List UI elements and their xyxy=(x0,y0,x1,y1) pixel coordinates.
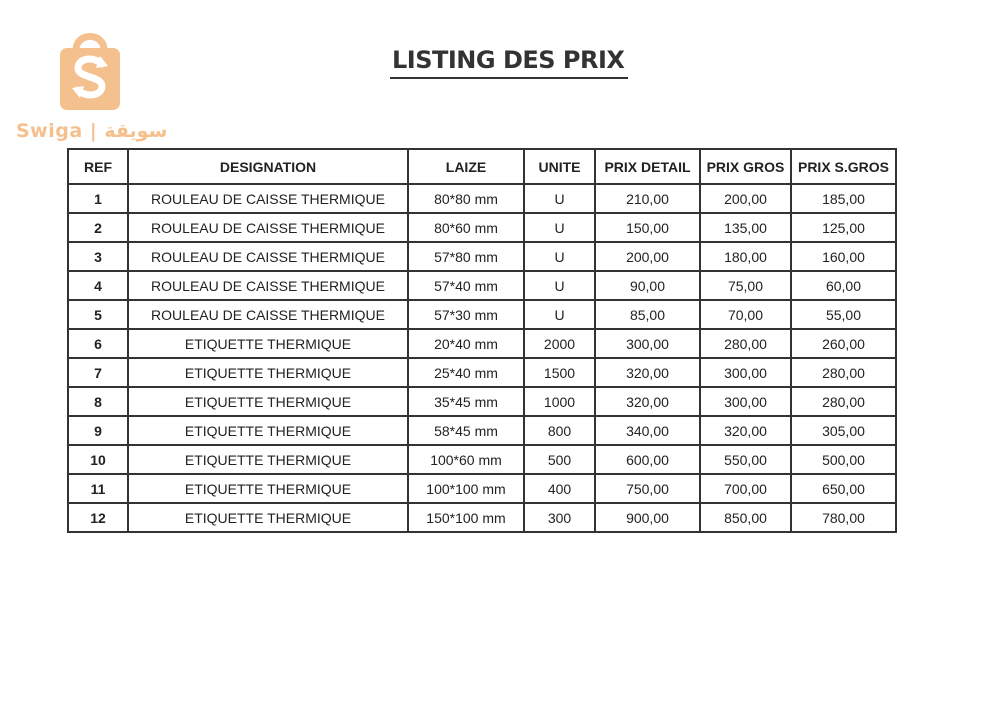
prix-s-gros-cell: 650,00 xyxy=(791,474,896,503)
prix-gros-cell: 300,00 xyxy=(700,387,791,416)
laize-cell: 35*45 mm xyxy=(408,387,524,416)
prix-gros-cell: 550,00 xyxy=(700,445,791,474)
laize-cell: 80*60 mm xyxy=(408,213,524,242)
ref-cell: 11 xyxy=(68,474,128,503)
designation-cell: ROULEAU DE CAISSE THERMIQUE xyxy=(128,300,408,329)
prix-detail-cell: 900,00 xyxy=(595,503,700,532)
ref-cell: 3 xyxy=(68,242,128,271)
prix-s-gros-cell: 280,00 xyxy=(791,387,896,416)
ref-cell: 8 xyxy=(68,387,128,416)
laize-cell: 100*60 mm xyxy=(408,445,524,474)
designation-cell: ROULEAU DE CAISSE THERMIQUE xyxy=(128,271,408,300)
prix-gros-cell: 180,00 xyxy=(700,242,791,271)
laize-cell: 80*80 mm xyxy=(408,184,524,213)
page-title: LISTING DES PRIX xyxy=(392,46,625,74)
designation-cell: ETIQUETTE THERMIQUE xyxy=(128,503,408,532)
designation-cell: ETIQUETTE THERMIQUE xyxy=(128,474,408,503)
unite-cell: U xyxy=(524,213,595,242)
prix-gros-cell: 850,00 xyxy=(700,503,791,532)
prix-s-gros-cell: 500,00 xyxy=(791,445,896,474)
title-underline xyxy=(390,77,628,79)
prix-detail-cell: 320,00 xyxy=(595,358,700,387)
ref-cell: 10 xyxy=(68,445,128,474)
prix-detail-cell: 600,00 xyxy=(595,445,700,474)
table-header-row xyxy=(68,149,896,184)
column-header-prix-s-gros: PRIX S.GROS xyxy=(791,149,896,184)
prix-s-gros-cell: 60,00 xyxy=(791,271,896,300)
designation-cell: ETIQUETTE THERMIQUE xyxy=(128,358,408,387)
column-header-ref: REF xyxy=(68,149,128,184)
prix-detail-cell: 750,00 xyxy=(595,474,700,503)
prix-gros-cell: 135,00 xyxy=(700,213,791,242)
laize-cell: 57*80 mm xyxy=(408,242,524,271)
designation-cell: ROULEAU DE CAISSE THERMIQUE xyxy=(128,213,408,242)
prix-gros-cell: 300,00 xyxy=(700,358,791,387)
prix-s-gros-cell: 185,00 xyxy=(791,184,896,213)
prix-detail-cell: 210,00 xyxy=(595,184,700,213)
ref-cell: 4 xyxy=(68,271,128,300)
table-row xyxy=(68,416,896,445)
prix-s-gros-cell: 55,00 xyxy=(791,300,896,329)
prix-gros-cell: 280,00 xyxy=(700,329,791,358)
prix-s-gros-cell: 780,00 xyxy=(791,503,896,532)
designation-cell: ROULEAU DE CAISSE THERMIQUE xyxy=(128,184,408,213)
designation-cell: ROULEAU DE CAISSE THERMIQUE xyxy=(128,242,408,271)
prix-detail-cell: 200,00 xyxy=(595,242,700,271)
prix-detail-cell: 320,00 xyxy=(595,387,700,416)
laize-cell: 57*30 mm xyxy=(408,300,524,329)
unite-cell: 500 xyxy=(524,445,595,474)
table-row xyxy=(68,445,896,474)
unite-cell: 1500 xyxy=(524,358,595,387)
table-row xyxy=(68,242,896,271)
laize-cell: 58*45 mm xyxy=(408,416,524,445)
column-header-designation: DESIGNATION xyxy=(128,149,408,184)
prix-detail-cell: 90,00 xyxy=(595,271,700,300)
table-row xyxy=(68,474,896,503)
laize-cell: 20*40 mm xyxy=(408,329,524,358)
designation-cell: ETIQUETTE THERMIQUE xyxy=(128,416,408,445)
column-header-unite: UNITE xyxy=(524,149,595,184)
table-row xyxy=(68,329,896,358)
prix-gros-cell: 320,00 xyxy=(700,416,791,445)
ref-cell: 2 xyxy=(68,213,128,242)
prix-detail-cell: 300,00 xyxy=(595,329,700,358)
table-row xyxy=(68,184,896,213)
brand-logo xyxy=(16,26,176,146)
prix-gros-cell: 70,00 xyxy=(700,300,791,329)
laize-cell: 150*100 mm xyxy=(408,503,524,532)
table-row xyxy=(68,213,896,242)
shopping-bag-icon xyxy=(56,26,124,114)
logo-wordmark: Swiga | سويقة xyxy=(16,120,168,142)
price-table xyxy=(67,148,897,533)
prix-s-gros-cell: 280,00 xyxy=(791,358,896,387)
unite-cell: 800 xyxy=(524,416,595,445)
table-row xyxy=(68,503,896,532)
ref-cell: 7 xyxy=(68,358,128,387)
prix-detail-cell: 85,00 xyxy=(595,300,700,329)
designation-cell: ETIQUETTE THERMIQUE xyxy=(128,329,408,358)
ref-cell: 12 xyxy=(68,503,128,532)
unite-cell: U xyxy=(524,242,595,271)
prix-s-gros-cell: 305,00 xyxy=(791,416,896,445)
column-header-prix-detail: PRIX DETAIL xyxy=(595,149,700,184)
unite-cell: 1000 xyxy=(524,387,595,416)
ref-cell: 9 xyxy=(68,416,128,445)
prix-s-gros-cell: 160,00 xyxy=(791,242,896,271)
ref-cell: 5 xyxy=(68,300,128,329)
unite-cell: 2000 xyxy=(524,329,595,358)
ref-cell: 1 xyxy=(68,184,128,213)
table-row xyxy=(68,300,896,329)
prix-s-gros-cell: 260,00 xyxy=(791,329,896,358)
table-row xyxy=(68,271,896,300)
prix-gros-cell: 200,00 xyxy=(700,184,791,213)
unite-cell: 300 xyxy=(524,503,595,532)
designation-cell: ETIQUETTE THERMIQUE xyxy=(128,445,408,474)
prix-detail-cell: 340,00 xyxy=(595,416,700,445)
table-row xyxy=(68,358,896,387)
prix-gros-cell: 75,00 xyxy=(700,271,791,300)
designation-cell: ETIQUETTE THERMIQUE xyxy=(128,387,408,416)
unite-cell: U xyxy=(524,271,595,300)
laize-cell: 25*40 mm xyxy=(408,358,524,387)
laize-cell: 57*40 mm xyxy=(408,271,524,300)
column-header-prix-gros: PRIX GROS xyxy=(700,149,791,184)
table-row xyxy=(68,387,896,416)
unite-cell: U xyxy=(524,300,595,329)
ref-cell: 6 xyxy=(68,329,128,358)
laize-cell: 100*100 mm xyxy=(408,474,524,503)
prix-s-gros-cell: 125,00 xyxy=(791,213,896,242)
unite-cell: U xyxy=(524,184,595,213)
unite-cell: 400 xyxy=(524,474,595,503)
column-header-laize: LAIZE xyxy=(408,149,524,184)
prix-gros-cell: 700,00 xyxy=(700,474,791,503)
prix-detail-cell: 150,00 xyxy=(595,213,700,242)
